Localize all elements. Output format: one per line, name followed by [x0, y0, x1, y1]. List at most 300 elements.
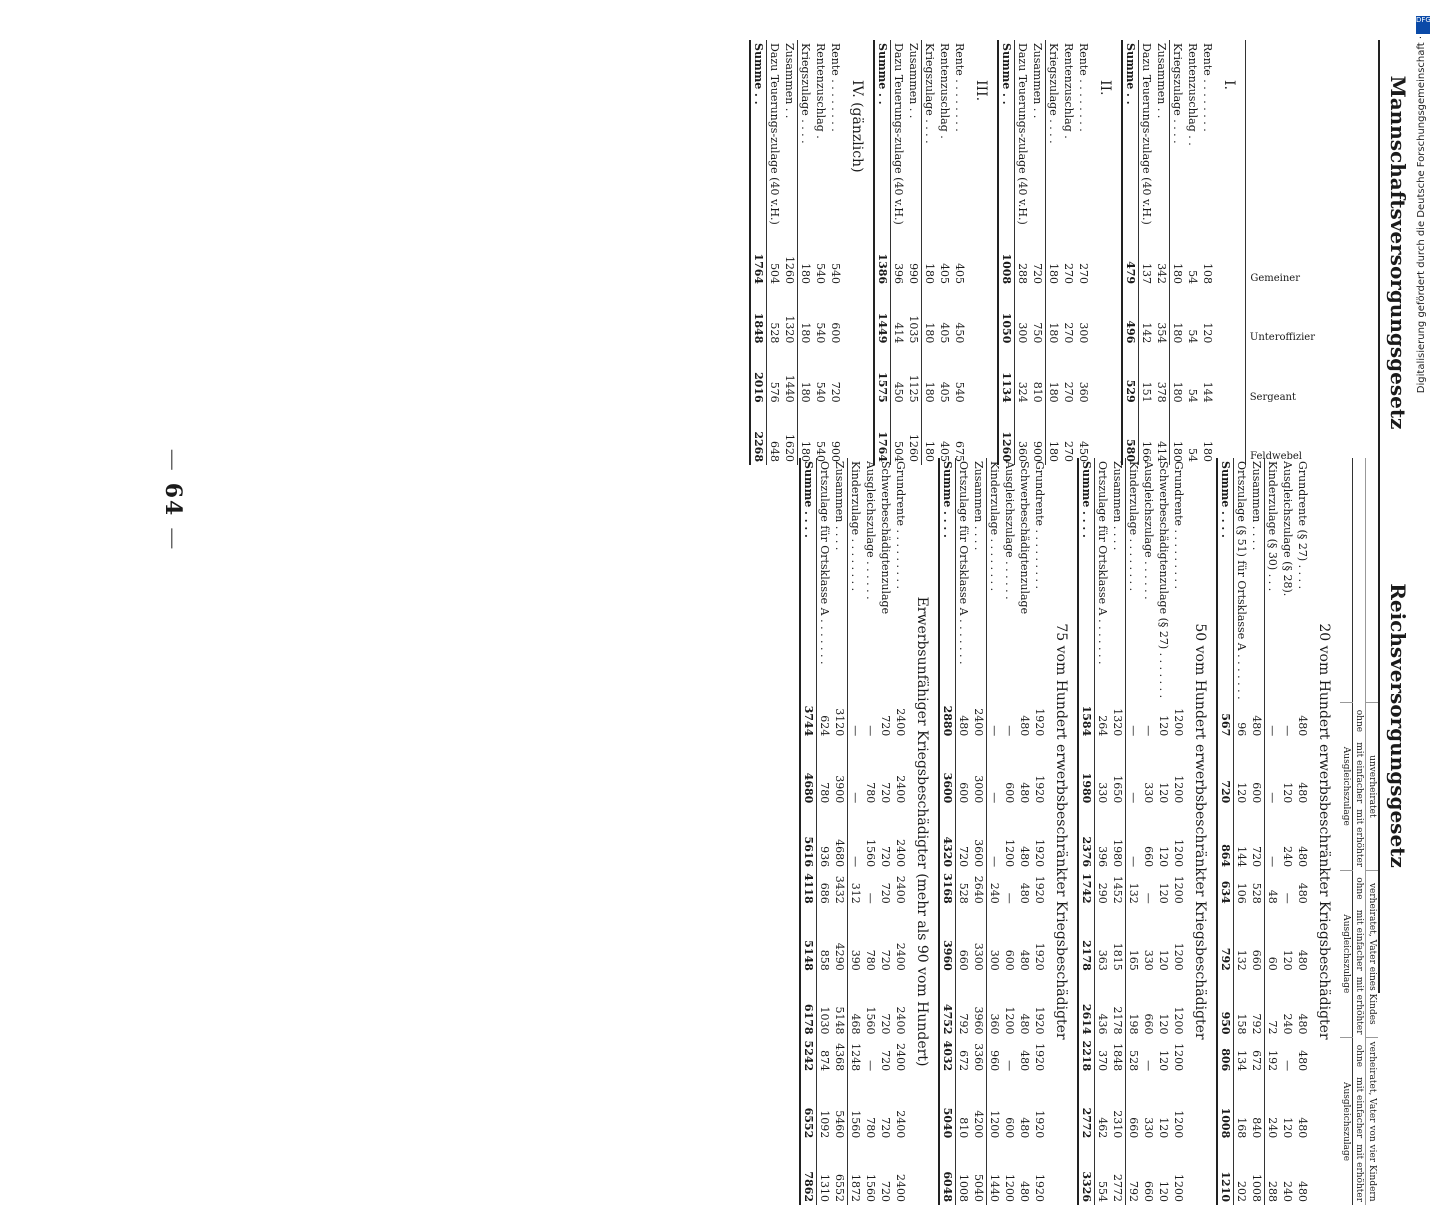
- table-cell: 4200: [971, 1074, 987, 1141]
- table-cell: 576: [768, 381, 781, 403]
- zusammen-row: [782, 40, 798, 465]
- row-label: Kinderzulage . . . . . . . .: [1127, 461, 1140, 592]
- table-row: [1076, 40, 1091, 465]
- subcolumn-header: mit einfacher: [1354, 909, 1364, 971]
- table-row: [813, 40, 828, 465]
- table-cell: 360: [988, 1013, 1001, 1035]
- table-cell: 780: [864, 1117, 877, 1139]
- table-cell: 106: [1235, 882, 1248, 904]
- dfg-watermark: [1416, 8, 1430, 993]
- table-cell: 806: [1217, 1038, 1234, 1075]
- left-title: Mannschaftsversorgungsgesetz: [1378, 40, 1414, 465]
- table-row: [987, 458, 1003, 1205]
- group-header: unverheiratet: [1366, 703, 1379, 870]
- row-label: Summe . .: [750, 40, 767, 228]
- summe-row: [874, 40, 891, 465]
- table-cell: 540: [814, 322, 827, 344]
- table-cell: 480: [1296, 1181, 1309, 1203]
- table-cell: —: [864, 1060, 877, 1072]
- table-cell: 1980: [1110, 806, 1126, 870]
- table-cell: 1200: [1172, 1006, 1185, 1035]
- teuerung-row: [767, 40, 783, 465]
- table-cell: 360: [1077, 381, 1090, 403]
- table-cell: 3744: [800, 703, 817, 740]
- table-cell: 270: [1077, 263, 1090, 285]
- table-cell: —: [1142, 725, 1155, 737]
- table-cell: 634: [1217, 870, 1234, 907]
- table-cell: 1920: [1033, 708, 1046, 737]
- table-cell: 1980: [1078, 739, 1095, 806]
- table-cell: 288: [1266, 1181, 1279, 1203]
- row-label: Rentenzuschlag . .: [1186, 43, 1199, 146]
- table-cell: 2016: [750, 346, 767, 405]
- table-cell: 1848: [1110, 1038, 1126, 1075]
- row-label: Summe . .: [998, 40, 1015, 228]
- table-cell: 660: [1249, 907, 1265, 974]
- table-cell: 720: [879, 1050, 892, 1072]
- table-cell: —: [1127, 725, 1140, 737]
- table-cell: 1200: [1003, 839, 1016, 868]
- row-label: Zusammen . .: [782, 40, 798, 228]
- table-cell: 120: [1235, 782, 1248, 804]
- row-label: Zusammen . .: [1030, 40, 1046, 228]
- table-cell: 342: [1154, 228, 1170, 287]
- row-label: Kriegszulage . . . .: [1047, 43, 1060, 144]
- table-cell: 600: [1003, 782, 1016, 804]
- table-cell: 96: [1235, 722, 1248, 737]
- zusammen-row: [906, 40, 922, 465]
- table-cell: 720: [879, 715, 892, 737]
- table-cell: 2400: [894, 1174, 907, 1203]
- row-label: Summe . .: [1122, 40, 1139, 228]
- table-cell: 720: [1217, 739, 1234, 806]
- table-row: [1126, 458, 1142, 1205]
- table-cell: 270: [1062, 322, 1075, 344]
- table-cell: 580: [1122, 406, 1139, 465]
- table-cell: 1560: [864, 1174, 877, 1203]
- table-cell: 180: [1171, 322, 1184, 344]
- table-cell: 240: [1281, 846, 1294, 868]
- table-cell: 330: [1142, 1117, 1155, 1139]
- table-cell: —: [849, 792, 862, 804]
- table-cell: 2376: [1078, 806, 1095, 870]
- left-table: [749, 40, 1378, 465]
- table-cell: 288: [1016, 263, 1029, 285]
- table-cell: 810: [1030, 346, 1046, 405]
- table-cell: 1560: [864, 1006, 877, 1035]
- row-label: Summe . . . .: [1078, 458, 1095, 703]
- table-cell: 2400: [971, 703, 987, 740]
- summe-row: [1078, 458, 1095, 1205]
- table-cell: 1125: [906, 346, 922, 405]
- table-cell: 120: [1157, 1117, 1170, 1139]
- row-label: Ortszulage (§ 51) für Ortsklasse A . . . . . . .: [1235, 461, 1248, 700]
- table-cell: 864: [1217, 806, 1234, 870]
- table-row: [1295, 458, 1310, 1205]
- table-cell: 480: [1296, 846, 1309, 868]
- table-cell: 72: [1266, 1020, 1279, 1035]
- row-label: Dazu Teuerungs-zulage (40 v.H.): [1140, 43, 1153, 225]
- table-cell: —: [1127, 856, 1140, 868]
- table-cell: 180: [1201, 441, 1214, 462]
- row-label: Schwerbeschädigtenzulage (§ 27) . . . . . . .: [1157, 461, 1170, 699]
- page-number-text: 64: [160, 482, 186, 518]
- table-cell: 1200: [1003, 1174, 1016, 1203]
- table-cell: 3168: [939, 870, 956, 907]
- summe-row: [1217, 458, 1234, 1205]
- table-cell: 168: [1235, 1117, 1248, 1139]
- row-label: Summe . .: [874, 40, 891, 228]
- row-label: Kriegszulage . . . .: [923, 43, 936, 144]
- table-cell: 648: [768, 441, 781, 462]
- table-cell: 540: [814, 441, 827, 462]
- right-table-panel: [799, 458, 1414, 1203]
- table-cell: 480: [1296, 715, 1309, 737]
- table-row: [798, 40, 814, 465]
- table-cell: 950: [1217, 974, 1234, 1038]
- table-cell: 180: [1047, 441, 1060, 462]
- table-cell: 270: [1062, 381, 1075, 403]
- table-cell: 528: [1249, 870, 1265, 907]
- table-cell: 3300: [971, 907, 987, 974]
- row-label: Ausgleichszulage . . . . . .: [1003, 461, 1016, 600]
- table-cell: —: [988, 725, 1001, 737]
- orts-row: [1095, 458, 1111, 1205]
- table-cell: —: [1142, 1060, 1155, 1072]
- table-cell: 4752: [939, 974, 956, 1038]
- table-cell: 600: [1003, 949, 1016, 971]
- subcolumn-header: ohne: [1354, 709, 1364, 733]
- table-cell: 496: [1122, 287, 1139, 346]
- table-cell: 540: [814, 381, 827, 403]
- table-cell: 120: [1201, 322, 1214, 344]
- table-cell: —: [1281, 1060, 1294, 1072]
- table-cell: 990: [906, 228, 922, 287]
- table-cell: 120: [1281, 949, 1294, 971]
- table-cell: 1200: [1172, 875, 1185, 904]
- section-heading: 20 vom Hundert erwerbsbeschränkter Kriegsbeschädigter: [1316, 623, 1332, 1040]
- table-cell: 5616: [800, 806, 817, 870]
- table-cell: 180: [1047, 381, 1060, 403]
- row-label: Kriegszulage . . . .: [799, 43, 812, 144]
- table-cell: 720: [879, 1013, 892, 1035]
- row-label: Grundrente . . . . . . . . .: [894, 461, 907, 589]
- table-cell: 1872: [849, 1174, 862, 1203]
- table-cell: 2772: [1110, 1141, 1126, 1205]
- table-cell: 1008: [957, 1174, 970, 1203]
- subcolumn-header: mit erhöhter: [1354, 809, 1364, 868]
- section-numeral: III.: [973, 80, 989, 102]
- table-cell: 120: [1157, 1050, 1170, 1072]
- subcolumn-header: ohne: [1354, 877, 1364, 900]
- table-cell: 436: [1096, 1013, 1109, 1035]
- table-cell: 1200: [1003, 1006, 1016, 1035]
- table-cell: 480: [1018, 1050, 1031, 1072]
- zusammen-row: [1110, 458, 1126, 1205]
- table-cell: —: [1003, 892, 1016, 904]
- row-label: Dazu Teuerungs-zulage (40 v.H.): [768, 43, 781, 225]
- teuerung-row: [1015, 40, 1031, 465]
- table-cell: 660: [1142, 1013, 1155, 1035]
- row-label: Grundrente (§ 27) . . . .: [1296, 461, 1309, 590]
- watermark-text: Digitalisierung gefördert durch die Deutsche Forschungsgemeinschaft ·: [1416, 36, 1427, 394]
- table-cell: 290: [1096, 882, 1109, 904]
- table-cell: 180: [1047, 263, 1060, 285]
- table-cell: —: [864, 892, 877, 904]
- table-cell: 137: [1140, 263, 1153, 285]
- table-cell: 1320: [782, 287, 798, 346]
- table-cell: —: [1266, 856, 1279, 868]
- section-heading: Erwerbsunfähiger Kriegsbeschädigter (mehr als 90 vom Hundert): [914, 596, 930, 1067]
- table-cell: 396: [892, 263, 905, 285]
- table-cell: 540: [829, 263, 842, 285]
- table-cell: 468: [849, 1013, 862, 1035]
- table-cell: 1440: [988, 1174, 1001, 1203]
- table-cell: 3600: [971, 806, 987, 870]
- table-cell: 480: [1296, 882, 1309, 904]
- table-row: [1200, 40, 1215, 465]
- subcolumn-header: mit einfacher: [1354, 1077, 1364, 1139]
- table-cell: —: [849, 725, 862, 737]
- table-cell: —: [1266, 792, 1279, 804]
- table-cell: 180: [1047, 322, 1060, 344]
- table-cell: 120: [1157, 1013, 1170, 1035]
- table-cell: 4680: [832, 806, 848, 870]
- zusammen-row: [832, 458, 848, 1205]
- table-cell: 660: [1127, 1117, 1140, 1139]
- table-cell: 132: [1235, 949, 1248, 971]
- table-cell: 750: [1030, 287, 1046, 346]
- row-label: Zusammen . . . .: [832, 458, 848, 703]
- table-cell: 874: [818, 1050, 831, 1072]
- table-cell: —: [849, 856, 862, 868]
- table-row: [1002, 458, 1017, 1205]
- table-cell: 180: [1171, 263, 1184, 285]
- table-cell: 3600: [939, 739, 956, 806]
- table-cell: 1260: [998, 406, 1015, 465]
- table-cell: 6178: [800, 974, 817, 1038]
- table-cell: 792: [1217, 907, 1234, 974]
- table-cell: 480: [1296, 1050, 1309, 1072]
- table-cell: 240: [1281, 1181, 1294, 1203]
- right-title: Reichsversorgungsgesetz: [1378, 458, 1414, 993]
- table-cell: 2178: [1110, 974, 1126, 1038]
- table-cell: 810: [957, 1117, 970, 1139]
- table-row: [1265, 458, 1281, 1205]
- table-cell: 4320: [939, 806, 956, 870]
- table-cell: 120: [1157, 949, 1170, 971]
- table-cell: 960: [988, 1050, 1001, 1072]
- table-cell: 1920: [1033, 1110, 1046, 1139]
- table-cell: 480: [1018, 882, 1031, 904]
- table-cell: 1260: [782, 228, 798, 287]
- table-cell: 2400: [894, 1043, 907, 1072]
- row-label: Grundrente . . . . . . . . .: [1033, 461, 1046, 589]
- table-cell: —: [988, 792, 1001, 804]
- table-cell: 363: [1096, 949, 1109, 971]
- table-cell: 1920: [1033, 1174, 1046, 1203]
- table-cell: 1920: [1033, 875, 1046, 904]
- table-cell: 405: [938, 381, 951, 403]
- table-cell: 1742: [1078, 870, 1095, 907]
- subcolumn-header: mit einfacher: [1354, 742, 1364, 804]
- table-cell: 480: [1018, 846, 1031, 868]
- table-cell: 2218: [1078, 1038, 1095, 1075]
- table-cell: 405: [953, 263, 966, 285]
- row-label: Schwerbeschädigtenzulage: [879, 461, 892, 615]
- table-cell: 202: [1235, 1181, 1248, 1203]
- section-heading: 50 vom Hundert erwerbsbeschränkter Kriegsbeschädigter: [1192, 623, 1208, 1040]
- table-cell: 396: [1096, 846, 1109, 868]
- table-cell: 936: [818, 846, 831, 868]
- table-cell: 120: [1157, 1181, 1170, 1203]
- summe-row: [939, 458, 956, 1205]
- table-cell: 3900: [832, 739, 848, 806]
- row-label: Rente . . . . . . . .: [1077, 43, 1090, 132]
- table-cell: 108: [1201, 263, 1214, 285]
- table-cell: 480: [957, 715, 970, 737]
- table-cell: 480: [1018, 782, 1031, 804]
- table-cell: 120: [1157, 882, 1170, 904]
- left-table-panel: [749, 40, 1414, 465]
- table-cell: 300: [1016, 322, 1029, 344]
- table-cell: 1560: [849, 1110, 862, 1139]
- table-cell: 1030: [818, 1006, 831, 1035]
- table-cell: 120: [1157, 715, 1170, 737]
- row-label: Ausgleichszulage . . . . . .: [1142, 461, 1155, 600]
- table-cell: 1575: [874, 346, 891, 405]
- table-row: [1061, 40, 1076, 465]
- column-header: Sergeant: [1250, 391, 1297, 403]
- table-cell: 405: [938, 441, 951, 462]
- table-cell: 780: [818, 782, 831, 804]
- column-header: Unteroffizier: [1250, 332, 1316, 344]
- orts-row: [817, 458, 833, 1205]
- subcolumn-footer: Ausgleichszulage: [1340, 703, 1353, 870]
- table-cell: 330: [1142, 949, 1155, 971]
- table-cell: 4032: [939, 1038, 956, 1075]
- row-label: Ausgleichszulage . . . . . .: [864, 461, 877, 600]
- table-cell: 1200: [1172, 775, 1185, 804]
- table-cell: 180: [1171, 381, 1184, 403]
- table-row: [937, 40, 952, 465]
- table-cell: 1848: [750, 287, 767, 346]
- table-cell: 180: [799, 441, 812, 462]
- table-cell: 720: [879, 846, 892, 868]
- table-cell: 450: [1077, 441, 1090, 462]
- table-cell: 1560: [864, 839, 877, 868]
- table-cell: 120: [1157, 846, 1170, 868]
- zusammen-row: [1249, 458, 1265, 1205]
- table-cell: 675: [953, 441, 966, 462]
- table-row: [848, 458, 864, 1205]
- table-cell: 792: [957, 1013, 970, 1035]
- table-cell: 2400: [894, 708, 907, 737]
- table-cell: 134: [1235, 1050, 1248, 1072]
- row-label: Rente . . . . . . . .: [953, 43, 966, 132]
- row-label: Rentenzuschlag .: [1062, 43, 1075, 139]
- row-label: Rente . . . . . . . .: [829, 43, 842, 132]
- table-cell: 192: [1266, 1050, 1279, 1072]
- table-cell: 180: [799, 381, 812, 403]
- table-cell: 2400: [894, 1006, 907, 1035]
- section-heading: 75 vom Hundert erwerbsbeschränkter Kriegsbeschädigter: [1053, 623, 1069, 1040]
- teuerung-row: [891, 40, 907, 465]
- table-cell: 792: [1249, 974, 1265, 1038]
- row-label: Kriegszulage . . . .: [1171, 43, 1184, 144]
- table-cell: 370: [1096, 1050, 1109, 1072]
- table-cell: 672: [1249, 1038, 1265, 1075]
- table-cell: 686: [818, 882, 831, 904]
- table-cell: 660: [957, 949, 970, 971]
- page-number: —64—: [160, 448, 186, 552]
- row-label: Ortszulage für Ortsklasse A . . . . . . .: [1096, 461, 1109, 665]
- table-cell: 54: [1186, 448, 1199, 462]
- group-header: verheiratet, Vater von vier Kindern: [1366, 1038, 1379, 1205]
- table-cell: 120: [1157, 782, 1170, 804]
- table-cell: 1920: [1033, 839, 1046, 868]
- table-cell: 600: [1003, 1117, 1016, 1139]
- table-cell: 1449: [874, 287, 891, 346]
- table-cell: 1050: [998, 287, 1015, 346]
- table-cell: 180: [1171, 441, 1184, 462]
- table-row: [1185, 40, 1200, 465]
- table-cell: 528: [1127, 1050, 1140, 1072]
- table-cell: 54: [1186, 270, 1199, 285]
- table-cell: 660: [1142, 1181, 1155, 1203]
- table-cell: 5242: [800, 1038, 817, 1075]
- table-cell: 1920: [1033, 942, 1046, 971]
- table-cell: 1815: [1110, 907, 1126, 974]
- table-cell: 720: [879, 1117, 892, 1139]
- table-cell: —: [1266, 725, 1279, 737]
- table-cell: 2400: [894, 942, 907, 971]
- table-cell: 60: [1266, 956, 1279, 971]
- table-cell: 3960: [939, 907, 956, 974]
- table-cell: 5040: [939, 1074, 956, 1141]
- table-cell: —: [1281, 725, 1294, 737]
- table-cell: 300: [1077, 322, 1090, 344]
- table-cell: 567: [1217, 703, 1234, 740]
- table-row: [828, 40, 843, 465]
- row-label: Zusammen . .: [906, 40, 922, 228]
- subcolumn-header: ohne: [1354, 1044, 1364, 1068]
- table-cell: —: [988, 856, 1001, 868]
- table-cell: 144: [1235, 846, 1248, 868]
- table-cell: 378: [1154, 346, 1170, 405]
- table-cell: 264: [1096, 715, 1109, 737]
- row-label: Dazu Teuerungs-zulage (40 v.H.): [892, 43, 905, 225]
- row-label: Summe . . . .: [1217, 458, 1234, 703]
- table-row: [1032, 458, 1047, 1205]
- row-label: Kinderzulage (§ 30) . . .: [1266, 461, 1279, 592]
- table-cell: 1008: [1249, 1141, 1265, 1205]
- group-header: verheiratet, Vater eines Kindes: [1366, 870, 1379, 1037]
- table-cell: 5148: [800, 907, 817, 974]
- table-row: [1046, 40, 1062, 465]
- table-cell: 528: [957, 882, 970, 904]
- table-cell: 360: [1016, 441, 1029, 462]
- table-cell: 7862: [800, 1141, 817, 1205]
- table-cell: 840: [1249, 1074, 1265, 1141]
- table-cell: 900: [1030, 406, 1046, 465]
- table-cell: 1440: [782, 346, 798, 405]
- table-cell: 390: [849, 949, 862, 971]
- table-cell: 480: [1296, 949, 1309, 971]
- table-cell: 660: [1142, 846, 1155, 868]
- table-cell: 480: [1296, 782, 1309, 804]
- table-cell: 1035: [906, 287, 922, 346]
